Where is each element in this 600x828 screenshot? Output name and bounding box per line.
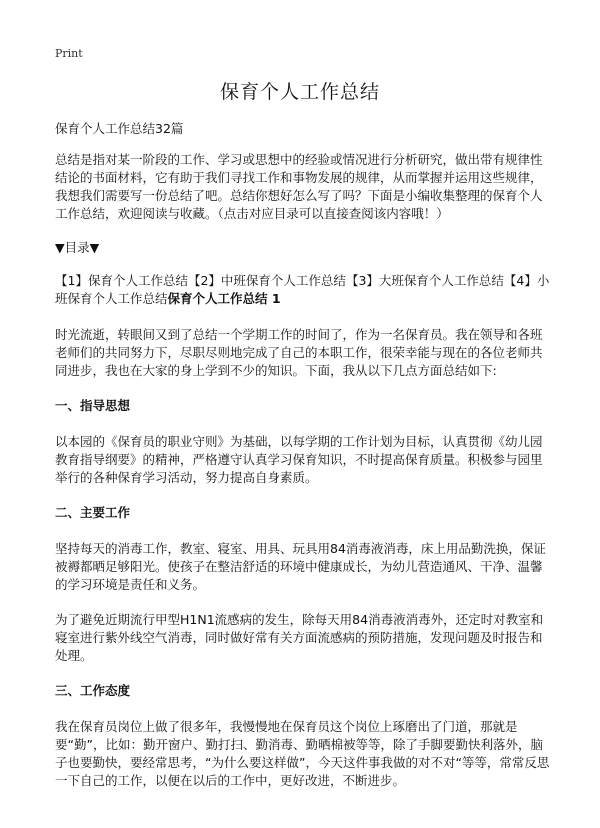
opening-paragraph: 时光流逝，转眼间又到了总结一个学期工作的时间了，作为一名保育员。我在领导和各班老师们的共同努力下，尽职尽则地完成了自己的本职工作，很荣幸能与现在的各位老师共同进步，我也在大家的身上学到不少的知识。下面，我从以下几点方面总结如下: bbox=[55, 327, 543, 378]
table-of-contents bbox=[55, 272, 551, 308]
section-paragraph: 以本园的《保育员的职业守则》为基础，以每学期的工作计划为目标，认真贯彻《幼儿园教育指导纲要》的精神，严格遵守认真学习保育知识，不时提高保育质量。积极参与园里举行的各种保育学习活动，努力提高自身素质。 bbox=[55, 434, 543, 485]
toc-link-1[interactable]: 【1】保育个人工作总结 bbox=[55, 273, 188, 288]
current-article-heading: 保育个人工作总结 1 bbox=[167, 291, 281, 306]
toc-link-4[interactable]: 【4】小班保育个人工作总结 bbox=[55, 273, 550, 306]
section-heading-main-work: 二、主要工作 bbox=[55, 505, 131, 520]
print-link[interactable]: Print bbox=[55, 47, 83, 60]
toc-link-3[interactable]: 【3】大班保育个人工作总结 bbox=[345, 273, 504, 288]
page-title: 保育个人工作总结 bbox=[219, 81, 380, 103]
section-paragraph: 坚持每天的消毒工作，教室、寝室、用具、玩具用84消毒液消毒，床上用品勤洗换，保证被褥都晒足够阳光。使孩子在整洁舒适的环境中健康成长，为幼儿营造通风、干净、温馨的学习环境是责任和义务。 bbox=[55, 541, 546, 592]
section-paragraph: 为了避免近期流行甲型H1N1流感病的发生，除每天用84消毒液消毒外，还定时对教室和寝室进行紫外线空气消毒，同时做好常有关方面流感病的预防措施，发现问题及时报告和处理。 bbox=[55, 612, 544, 663]
section-heading-guiding-ideology: 一、指导思想 bbox=[55, 398, 131, 413]
intro-paragraph: 总结是指对某一阶段的工作、学习或思想中的经验或情况进行分析研究，做出带有规律性结论的书面材料，它有助于我们寻找工作和事物发展的规律，从而掌握并运用这些规律，我想我们需要写一份总结了吧。总结你想好怎么写了吗？下面是小编收集整理的保育个人工作总结，欢迎阅读与收藏。（点击对应目录可以直接查阅该内容哦！） bbox=[55, 152, 543, 221]
document-body bbox=[55, 120, 551, 807]
document-subtitle: 保育个人工作总结32篇 bbox=[55, 121, 184, 136]
toc-heading[interactable]: ▼目录▼ bbox=[55, 240, 100, 255]
toc-link-2[interactable]: 【2】中班保育个人工作总结 bbox=[187, 273, 346, 288]
section-paragraph: 我在保育员岗位上做了很多年，我慢慢地在保育员这个岗位上琢磨出了门道，那就是要“勤”，比如：勤开窗户、勤打扫、勤消毒、勤晒棉被等等，除了手脚要勤快利落外，脑子也要勤快，要经常思考，“为什么要这样做”，今天这件事我做的对不对“等等，常常反思一下自己的工作，以便在以后的工作中，更好改进，不断进步。 bbox=[55, 719, 550, 788]
section-heading-work-attitude: 三、工作态度 bbox=[55, 683, 131, 698]
